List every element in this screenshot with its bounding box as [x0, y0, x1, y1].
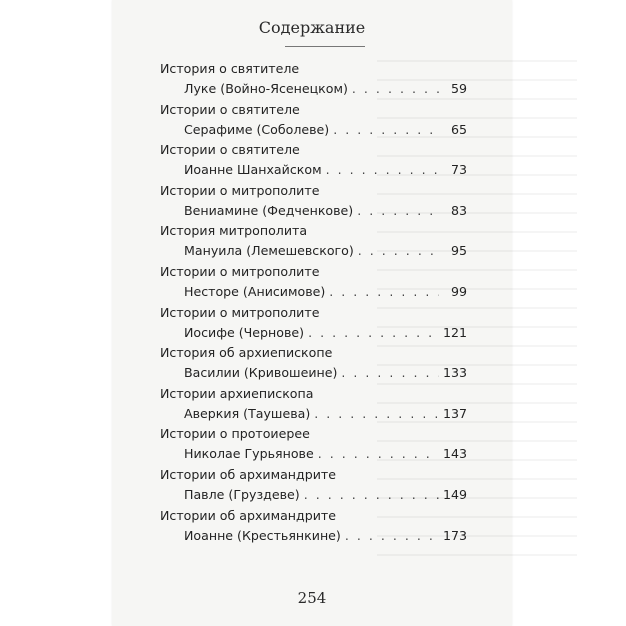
toc-entry-heading: Истории об архимандрите — [160, 507, 336, 523]
toc-entry-subject: Иоанне Шанхайском — [184, 162, 322, 178]
toc-entry — [160, 181, 467, 222]
toc-entry-heading: Истории об архимандрите — [160, 466, 336, 482]
toc-entry-subject: Николае Гурьянове — [184, 446, 314, 462]
toc-entry-subject: Иоанне (Крестьянкине) — [184, 527, 341, 543]
toc-entry — [160, 100, 467, 141]
toc-entry — [160, 303, 467, 344]
toc-page-number: 95 — [450, 243, 467, 259]
toc-entry-heading: Истории о митрополите — [160, 182, 320, 198]
title-underline — [285, 46, 365, 47]
toc-page-number: 59 — [450, 81, 467, 96]
toc-entry-heading: Истории архиепископа — [160, 385, 314, 401]
toc-page-number: 149 — [442, 486, 467, 502]
toc-entry-subject: Аверкия (Таушева) — [184, 405, 311, 421]
toc-entry-heading: Истории о митрополите — [160, 263, 320, 279]
toc-entry — [160, 221, 467, 262]
toc-entry-subject: Иосифе (Чернове) — [184, 324, 305, 340]
dot-leader — [329, 282, 439, 302]
dot-leader — [314, 404, 439, 424]
toc-page-number: 99 — [450, 283, 467, 299]
toc-entry — [160, 262, 467, 303]
dot-leader — [358, 241, 439, 261]
dot-leader — [304, 485, 439, 505]
toc-entry-heading: История о святителе — [160, 61, 300, 76]
toc-entry — [160, 59, 467, 100]
toc-page-number: 73 — [450, 162, 467, 178]
dot-leader — [326, 160, 439, 180]
toc-entry — [160, 506, 467, 547]
page-title: Содержание — [258, 18, 366, 37]
toc-entry-subject: Мануила (Лемешевского) — [184, 243, 354, 259]
dot-leader — [333, 120, 439, 140]
toc-page-number: 121 — [442, 324, 467, 340]
toc-entry — [160, 140, 467, 181]
toc-entry — [160, 343, 467, 384]
toc-entry-heading: Истории о митрополите — [160, 304, 320, 320]
table-of-contents — [160, 59, 467, 546]
dot-leader — [341, 363, 439, 383]
toc-entry-subject: Несторе (Анисимове) — [184, 283, 326, 299]
toc-entry-subject: Павле (Груздеве) — [184, 486, 300, 502]
toc-entry — [160, 424, 467, 465]
toc-entry-heading: История об архиепископе — [160, 345, 333, 361]
toc-page-number: 133 — [442, 365, 467, 381]
toc-entry — [160, 465, 467, 506]
dot-leader — [308, 323, 439, 343]
toc-entry — [160, 384, 467, 425]
toc-page-number: 137 — [442, 405, 467, 421]
toc-entry-subject: Серафиме (Соболеве) — [184, 121, 330, 137]
toc-entry-subject: Василии (Кривошеине) — [184, 365, 338, 381]
dot-leader — [345, 526, 439, 546]
toc-entry-heading: Истории о святителе — [160, 142, 300, 158]
page-number: 254 — [297, 589, 327, 607]
toc-page-number: 65 — [450, 121, 467, 137]
toc-entry-subject: Вениамине (Федченкове) — [184, 202, 354, 218]
dot-leader — [318, 444, 439, 464]
book-page — [112, 0, 512, 626]
toc-entry-subject: Луке (Войно-Ясенецком) — [184, 81, 348, 96]
toc-entry-heading: Истории о святителе — [160, 101, 300, 117]
dot-leader — [357, 201, 439, 221]
toc-page-number: 173 — [442, 527, 467, 543]
toc-page-number: 143 — [442, 446, 467, 462]
toc-entry-heading: Истории о протоиерее — [160, 426, 310, 442]
toc-entry-heading: История митрополита — [160, 223, 308, 239]
dot-leader — [352, 79, 439, 99]
toc-page-number: 83 — [450, 202, 467, 218]
